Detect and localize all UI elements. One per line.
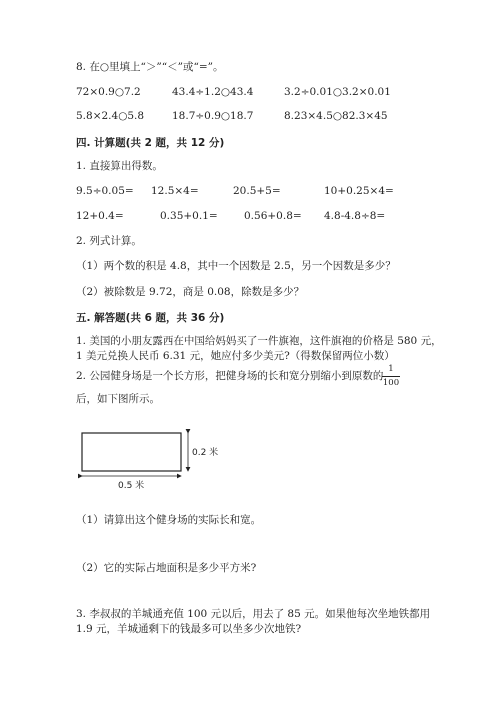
calc-item-7: 0.56+0.8= [244, 210, 302, 222]
section-4-heading: 四. 计算题(共 2 题，共 12 分) [76, 137, 225, 149]
width-label: 0.2 米 [192, 448, 219, 458]
length-label: 0.5 米 [118, 481, 145, 491]
section-4-q2-a: （1）两个数的积是 4.8，其中一个因数是 2.5，另一个因数是多少？ [76, 260, 396, 272]
section-5-q3-line2: 1.9 元，羊城通剩下的钱最多可以坐多少次地铁? [76, 623, 302, 635]
section-5-q2-line1: 2. 公园健身场是一个长方形，把健身场的长和宽分别缩小到原数的 [76, 370, 384, 382]
compare-item-4: 5.8×2.4○5.8 [76, 110, 145, 122]
compare-item-5: 18.7÷0.9○18.7 [172, 110, 254, 122]
compare-item-1: 72×0.9○7.2 [76, 86, 141, 98]
field-rectangle [82, 433, 181, 471]
fraction-one-hundredth [382, 364, 400, 389]
calc-item-3: 20.5+5= [233, 185, 281, 197]
section-5-q2-a: （1）请算出这个健身场的实际长和宽。 [76, 514, 262, 526]
section-5-q1-line1: 1. 美国的小朋友露西在中国给妈妈买了一件旗袍，这件旗袍的价格是 580 元， [76, 335, 442, 347]
fraction-numerator: 1 [388, 364, 394, 374]
section-5-q1-line2: 1 美元兑换人民币 6.31 元，她应付多少美元?（得数保留两位小数） [76, 350, 395, 362]
section-4-q2-title: 2. 列式计算。 [76, 235, 142, 247]
rectangle-diagram [70, 425, 230, 495]
calc-item-1: 9.5÷0.05= [76, 185, 134, 197]
fraction-bar [382, 376, 400, 377]
calc-item-8: 4.8-4.8÷8= [324, 210, 386, 222]
calc-item-2: 12.5×4= [151, 185, 199, 197]
compare-item-3: 3.2÷0.01○3.2×0.01 [284, 86, 391, 98]
compare-item-2: 43.4÷1.2○43.4 [172, 86, 254, 98]
calc-item-4: 10+0.25×4= [324, 185, 394, 197]
calc-item-5: 12+0.4= [76, 210, 124, 222]
section-5-q3-line1: 3. 李叔叔的羊城通充值 100 元以后，用去了 85 元。如果他每次坐地铁都用 [76, 608, 431, 620]
section-5-q2-b: （2）它的实际占地面积是多少平方米? [76, 562, 257, 574]
section-5-q2-line2: 后，如下图所示。 [76, 393, 160, 405]
section-4-q1-title: 1. 直接算出得数。 [76, 160, 163, 172]
section-5-heading: 五. 解答题(共 6 题，共 36 分) [76, 312, 225, 324]
calc-item-6: 0.35+0.1= [160, 210, 218, 222]
compare-item-6: 8.23×4.5○82.3×45 [284, 110, 388, 122]
fraction-denominator: 100 [382, 378, 400, 388]
question-8-title: 8. 在○里填上“＞”“＜”或“=”。 [76, 61, 224, 73]
section-4-q2-b: （2）被除数是 9.72，商是 0.08，除数是多少？ [76, 286, 305, 298]
